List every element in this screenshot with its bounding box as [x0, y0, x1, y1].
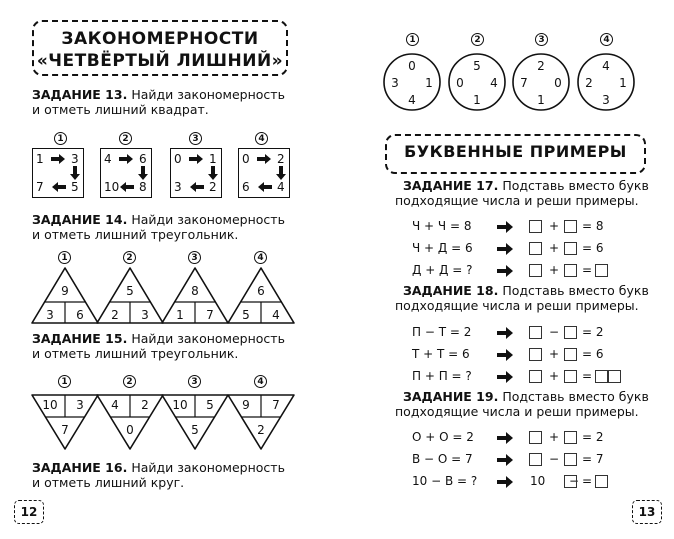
square-bottom-right-number: 5 [71, 180, 79, 194]
task-19: ЗАДАНИЕ 19. Подставь вместо букв подходящие числа и реши примеры. [395, 389, 649, 419]
square-bottom-left-number: 7 [36, 180, 44, 194]
triangle-top-number: 5 [126, 284, 134, 298]
task-17-label: ЗАДАНИЕ 17. [403, 178, 499, 193]
task-16-label: ЗАДАНИЕ 16. [32, 460, 128, 475]
circle-top-number: 0 [408, 59, 416, 73]
circle-bottom-number: 4 [408, 93, 416, 107]
task-14: ЗАДАНИЕ 14. Найди закономерность и отметь лишний треугольник. [32, 212, 285, 242]
circle-left-number: 2 [585, 76, 593, 90]
triangle-left-number: 10 [172, 398, 188, 412]
triangle-top-number: 6 [257, 284, 265, 298]
task-13-label: ЗАДАНИЕ 13. [32, 87, 128, 102]
square-top-right-number: 6 [139, 152, 147, 166]
square-bottom-left-number: 3 [174, 180, 182, 194]
arrow-right-icon [497, 454, 513, 466]
square-top-right-number: 1 [209, 152, 217, 166]
triangle-left-number: 3 [46, 308, 54, 322]
triangle-left-number: 2 [111, 308, 119, 322]
equation-result: = 8 [582, 219, 604, 233]
answer-box[interactable] [595, 475, 608, 488]
arrow-right-icon [497, 432, 513, 444]
triangle-left-number: 1 [176, 308, 184, 322]
triangle-bottom-number: 7 [61, 423, 69, 437]
arrow-right-icon [497, 349, 513, 361]
triangle-left-number: 5 [242, 308, 250, 322]
task-16: ЗАДАНИЕ 16. Найди закономерность и отметь лишний круг. [32, 460, 285, 490]
marker-2: 2 [119, 132, 132, 145]
triangle-right-number: 3 [76, 398, 84, 412]
circle-bottom-number: 3 [602, 93, 610, 107]
equation-result: = 6 [582, 241, 604, 255]
square-top-right-number: 2 [277, 152, 285, 166]
right-title-box: БУКВЕННЫЕ ПРИМЕРЫ [385, 134, 646, 174]
task-13: ЗАДАНИЕ 13. Найди закономерность и отметь лишний квадрат. [32, 87, 285, 117]
equation-operator: − [549, 452, 560, 466]
arrow-right-icon [497, 371, 513, 383]
triangle-bottom-number: 2 [257, 423, 265, 437]
square-top-left-number: 1 [36, 152, 44, 166]
task-18: ЗАДАНИЕ 18. Подставь вместо букв подходящие числа и реши примеры. [395, 283, 649, 313]
arrow-right-icon [497, 221, 513, 233]
square-bottom-left-number: 6 [242, 180, 250, 194]
circle-left-number: 3 [391, 76, 399, 90]
equation-result: = [582, 474, 593, 488]
circle-top-number: 2 [537, 59, 545, 73]
equation-operator: + [549, 263, 560, 277]
marker-2: 2 [123, 375, 136, 388]
square-top-right-number: 3 [71, 152, 79, 166]
task-19-label: ЗАДАНИЕ 19. [403, 389, 499, 404]
answer-box[interactable] [564, 264, 577, 277]
triangle-right-number: 6 [76, 308, 84, 322]
square-bottom-right-number: 2 [209, 180, 217, 194]
circle-right-number: 1 [619, 76, 627, 90]
square-top-left-number: 4 [104, 152, 112, 166]
answer-box[interactable] [529, 242, 542, 255]
equation-operator: − [569, 474, 580, 488]
square-top-left-number: 0 [174, 152, 182, 166]
answer-box[interactable] [529, 220, 542, 233]
arrow-right-icon [497, 243, 513, 255]
triangle-bottom-number: 0 [126, 423, 134, 437]
page-number-right: 13 [632, 500, 662, 524]
answer-box[interactable] [564, 326, 577, 339]
marker-3: 3 [535, 33, 548, 46]
answer-box[interactable] [564, 453, 577, 466]
equation-result: = 6 [582, 347, 604, 361]
equation-result: = [582, 369, 593, 383]
equation-operator: + [549, 347, 560, 361]
triangle-left-number: 4 [111, 398, 119, 412]
marker-4: 4 [600, 33, 613, 46]
circle-bottom-number: 1 [473, 93, 481, 107]
equation-expression: Т + Т = 6 [412, 347, 470, 361]
equation-lead-number: 10 [530, 474, 546, 488]
equation-expression: Ч + Д = 6 [412, 241, 473, 255]
equation-expression: 10 − В = ? [412, 474, 478, 488]
task-17: ЗАДАНИЕ 17. Подставь вместо букв подходящие числа и реши примеры. [395, 178, 649, 208]
left-title-line1: ЗАКОНОМЕРНОСТИ [61, 29, 259, 49]
answer-box[interactable] [608, 370, 621, 383]
left-title-line2: «ЧЕТВЁРТЫЙ ЛИШНИЙ» [36, 51, 284, 71]
circle-bottom-number: 1 [537, 93, 545, 107]
equation-result: = [582, 263, 593, 277]
answer-box[interactable] [529, 348, 542, 361]
marker-4: 4 [254, 375, 267, 388]
equation-operator: − [549, 325, 560, 339]
arrow-right-icon [497, 327, 513, 339]
task-15-label: ЗАДАНИЕ 15. [32, 331, 128, 346]
triangle-bottom-number: 5 [191, 423, 199, 437]
marker-4: 4 [255, 132, 268, 145]
answer-box[interactable] [564, 220, 577, 233]
marker-2: 2 [471, 33, 484, 46]
equation-result: = 2 [582, 325, 604, 339]
answer-box[interactable] [564, 370, 577, 383]
circle-top-number: 4 [602, 59, 610, 73]
square-bottom-right-number: 8 [139, 180, 147, 194]
equation-expression: О + О = 2 [412, 430, 474, 444]
equation-operator: + [549, 430, 560, 444]
page-number-left: 12 [14, 500, 44, 524]
answer-box[interactable] [529, 264, 542, 277]
marker-1: 1 [54, 132, 67, 145]
answer-box[interactable] [595, 264, 608, 277]
square-bottom-left-number: 10 [104, 180, 120, 194]
equation-operator: + [549, 219, 560, 233]
equation-result: = 7 [582, 452, 604, 466]
answer-box[interactable] [564, 431, 577, 444]
square-bottom-right-number: 4 [277, 180, 285, 194]
triangle-right-number: 5 [206, 398, 214, 412]
marker-1: 1 [406, 33, 419, 46]
answer-box[interactable] [564, 242, 577, 255]
equation-expression: В − О = 7 [412, 452, 473, 466]
answer-box[interactable] [529, 453, 542, 466]
triangle-left-number: 10 [42, 398, 58, 412]
task-14-label: ЗАДАНИЕ 14. [32, 212, 128, 227]
marker-1: 1 [58, 251, 71, 264]
marker-3: 3 [188, 375, 201, 388]
triangle-top-number: 9 [61, 284, 69, 298]
marker-3: 3 [188, 251, 201, 264]
triangle-right-number: 4 [272, 308, 280, 322]
equation-operator: + [549, 241, 560, 255]
answer-box[interactable] [529, 326, 542, 339]
answer-box[interactable] [595, 370, 608, 383]
marker-1: 1 [58, 375, 71, 388]
answer-box[interactable] [564, 348, 577, 361]
circle-top-number: 5 [473, 59, 481, 73]
equation-expression: П − Т = 2 [412, 325, 472, 339]
answer-box[interactable] [529, 370, 542, 383]
circle-right-number: 0 [554, 76, 562, 90]
arrow-right-icon [497, 476, 513, 488]
circle-right-number: 4 [490, 76, 498, 90]
triangle-top-number: 8 [191, 284, 199, 298]
equation-expression: Ч + Ч = 8 [412, 219, 472, 233]
equation-expression: Д + Д = ? [412, 263, 473, 277]
equation-operator: + [549, 369, 560, 383]
answer-box[interactable] [564, 474, 580, 488]
triangle-right-number: 7 [272, 398, 280, 412]
circle-right-number: 1 [425, 76, 433, 90]
triangle-right-number: 7 [206, 308, 214, 322]
equation-expression: П + П = ? [412, 369, 472, 383]
task-18-label: ЗАДАНИЕ 18. [403, 283, 499, 298]
triangle-right-number: 3 [141, 308, 149, 322]
circle-left-number: 0 [456, 76, 464, 90]
task-15: ЗАДАНИЕ 15. Найди закономерность и отметь лишний треугольник. [32, 331, 285, 361]
marker-2: 2 [123, 251, 136, 264]
marker-4: 4 [254, 251, 267, 264]
equation-result: = 2 [582, 430, 604, 444]
marker-3: 3 [189, 132, 202, 145]
triangle-right-number: 2 [141, 398, 149, 412]
triangle-left-number: 9 [242, 398, 250, 412]
square-top-left-number: 0 [242, 152, 250, 166]
answer-box[interactable] [529, 431, 542, 444]
circle-left-number: 7 [520, 76, 528, 90]
arrow-right-icon [497, 265, 513, 277]
